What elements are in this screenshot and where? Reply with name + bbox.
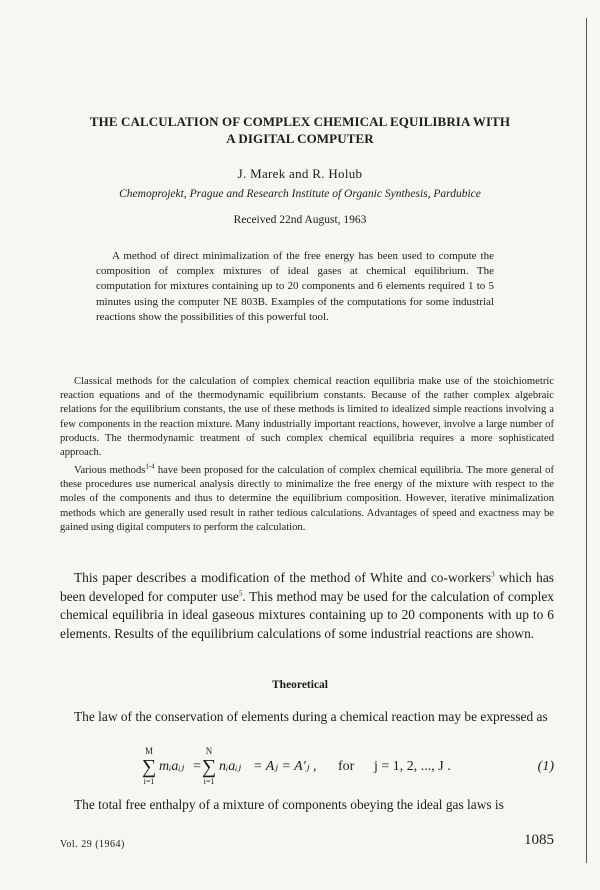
citation-5: 5 [238, 589, 243, 598]
equation-svg [60, 745, 554, 795]
authors: J. Marek and R. Holub [237, 166, 363, 181]
equation-number: (1) [537, 759, 554, 774]
footer-page-number: 1085 [524, 832, 554, 848]
affiliation: Chemoprojekt, Prague and Research Institute of Organic Synthesis, Pardubice [119, 188, 481, 200]
equation-rhs: = Aⱼ = A′ⱼ , [253, 759, 317, 774]
received-date: Received 22nd August, 1963 [233, 214, 367, 226]
equals-sign: = [193, 759, 201, 774]
intro-3-text-c: . This method may be used for the calculation of complex chemical equilibria in ideal gaseous mixtures containing up to 20 components with up to 6 elements. Results of the equilibrium calculations of some industrial reactions are shown. [60, 588, 554, 641]
section-heading-theoretical: Theoretical [272, 679, 328, 691]
intro-2-text-a: Various methods [74, 465, 146, 476]
sum-1-upper-limit: M [144, 746, 154, 756]
equation-1 [60, 745, 554, 795]
sum-2-upper-limit: N [205, 746, 213, 756]
sum-2-lower-limit: i=1 [203, 777, 215, 786]
intro-paragraph-2 [60, 464, 554, 535]
intro-3-text-a: This paper describes a modification of the method of White and co-workers [74, 570, 492, 585]
sum-2-term: nᵢaᵢⱼ [219, 759, 242, 774]
equation-for: for [338, 759, 355, 774]
theory-paragraph-1: The law of the conservation of elements during a chemical reaction may be expressed as [74, 709, 548, 724]
title-line-1: THE CALCULATION OF COMPLEX CHEMICAL EQUILIBRIA WITH [89, 114, 511, 129]
citation-3: 3 [491, 570, 495, 579]
citation-1-4: 1-4 [145, 462, 155, 471]
intro-2-text-b: have been proposed for the calculation of complex chemical equilibria. The more general of these procedures use numerical analysis directly to minimalize the free energy of the mixture with respect to the moles of the components and thus to determine the equilibrium composition. However, iterative minimalization methods which are generally used result in rather tedious calculations. Advantages of speed and exactness may be gained using digital computers to perform the calculation. [60, 465, 554, 533]
title-line-2: A DIGITAL COMPUTER [226, 131, 374, 146]
sum-1-lower-limit: i=1 [143, 777, 155, 786]
abstract: A method of direct minimalization of the free energy has been used to compute the composition of complex mixtures of ideal gases at chemical equilibrium. The computation for mixtures containing up to 20 components and 6 elements required 1 to 5 minutes using the computer NE 803B. Examples of the computations for some industrial reactions show the possibilities of this powerful tool. [96, 250, 494, 323]
page-edge-line [586, 18, 587, 863]
equation-range: j = 1, 2, ..., J . [374, 759, 451, 774]
intro-paragraph-3 [60, 569, 554, 643]
sum-2-sigma: ∑ [201, 756, 217, 778]
intro-paragraph-1: Classical methods for the calculation of complex chemical reaction equilibria make use of the stoichiometric reaction equations and of the thermodynamic equilibrium constants. Because of the rather complex algebraic relations for the equilibrium constants, the use of these methods is limited to idealized simple reactions involving a few components in the reaction mixture. Many industrially important reactions, however, involve a large number of products. The thermodynamic treatment of such complex chemical equilibria requires a more sophisticated approach. [60, 376, 554, 459]
paper-title [40, 113, 560, 147]
sum-1-sigma: ∑ [141, 756, 157, 778]
intro-3-text-b: which has been developed for computer use [60, 570, 554, 604]
theory-paragraph-2: The total free enthalpy of a mixture of components obeying the ideal gas laws is [74, 797, 504, 812]
sum-1-term: mᵢaᵢⱼ [159, 759, 185, 774]
footer-journal-volume: Vol. 29 (1964) [60, 839, 125, 850]
